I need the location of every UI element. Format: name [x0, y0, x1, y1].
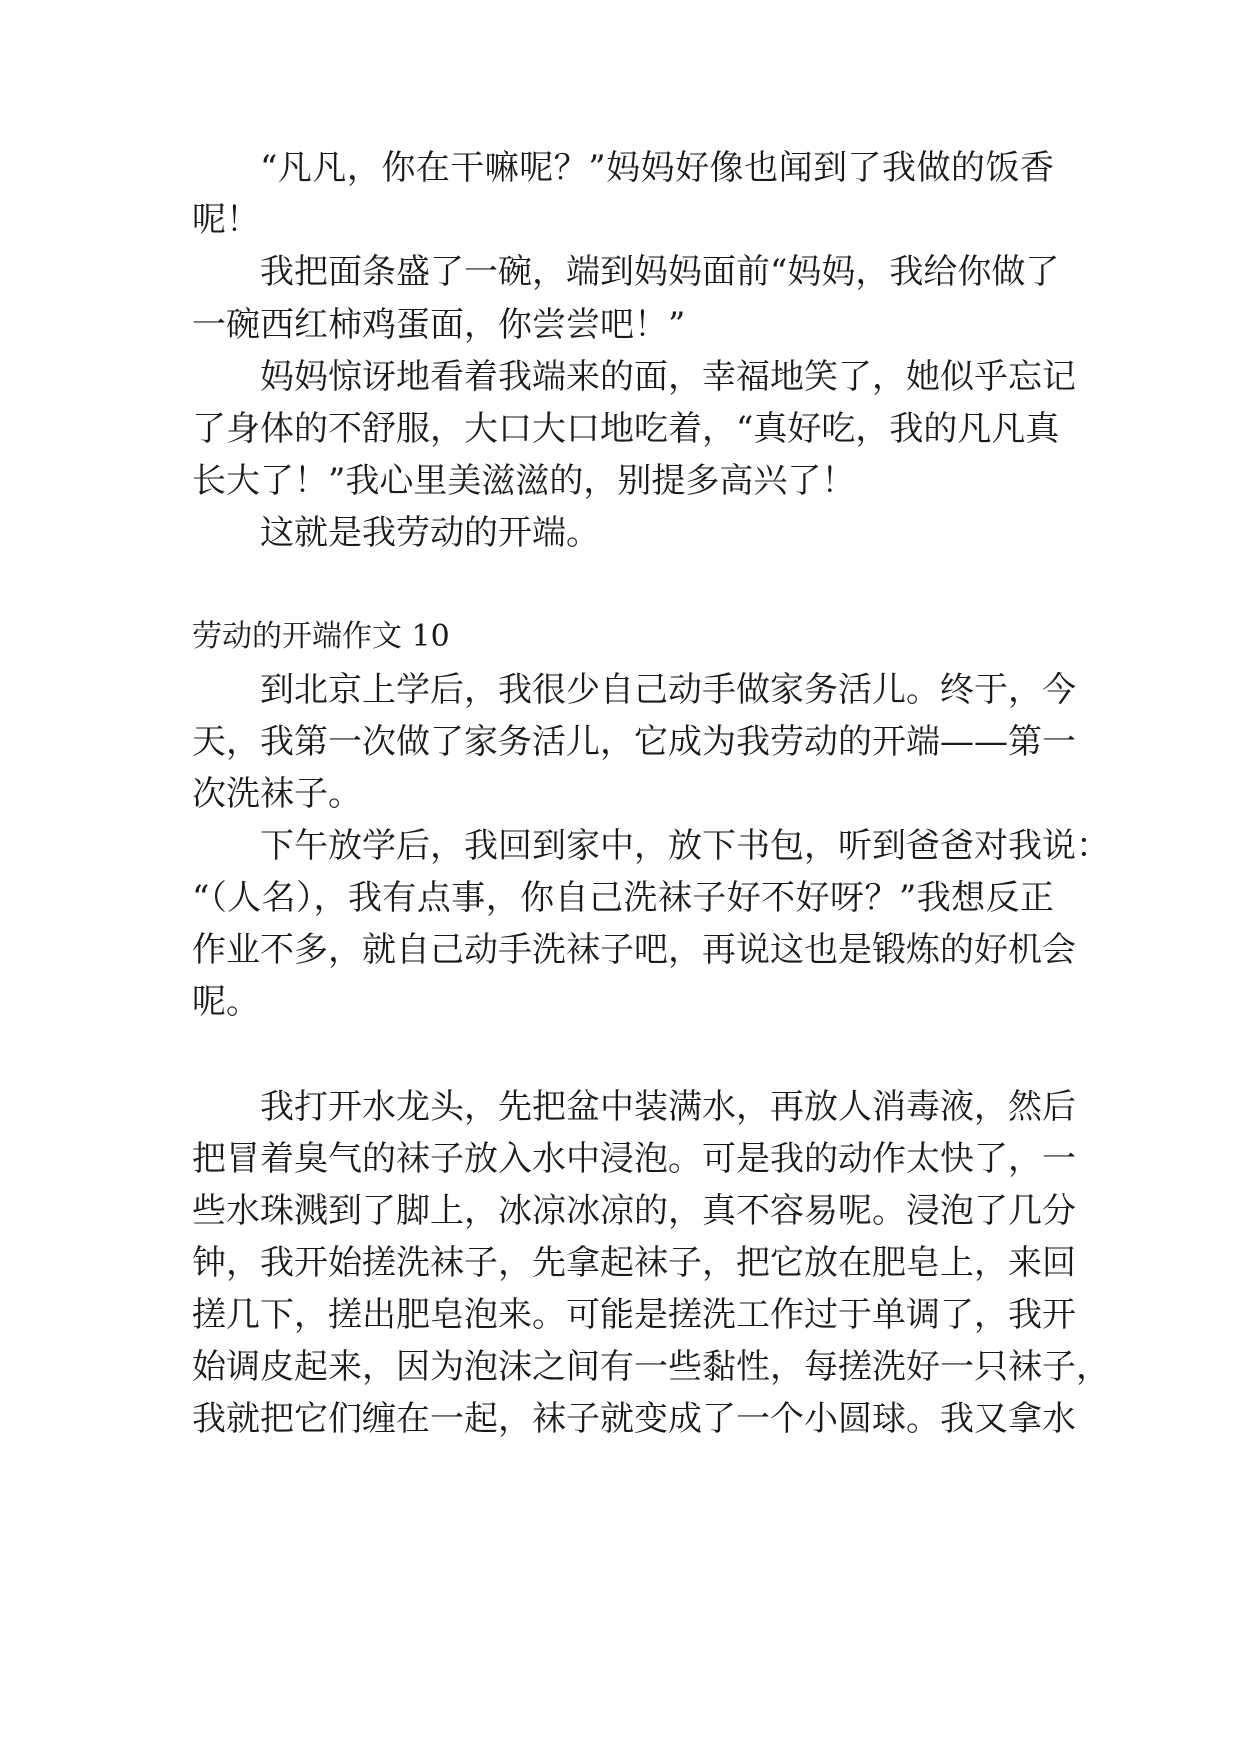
paragraph-line: 了身体的不舒服，大口大口地吃着，“真好吃，我的凡凡真 — [192, 409, 1060, 449]
paragraph-line: 一碗西红柿鸡蛋面，你尝尝吧！” — [192, 305, 686, 345]
paragraph-line: 钟，我开始搓洗袜子，先拿起袜子，把它放在肥皂上，来回 — [192, 1243, 1076, 1283]
paragraph-line: 妈妈惊讶地看着我端来的面，幸福地笑了，她似乎忘记 — [260, 357, 1076, 397]
paragraph-line: 下午放学后，我回到家中，放下书包，听到爸爸对我说： — [260, 826, 1110, 866]
paragraph-line: “凡凡，你在干嘛呢？”妈妈好像也闻到了我做的饭香 — [260, 148, 1054, 188]
paragraph-line: 长大了！”我心里美滋滋的，别提多高兴了！ — [192, 461, 856, 501]
paragraph-line: 这就是我劳动的开端。 — [260, 513, 600, 553]
paragraph-line: 呢！ — [192, 200, 260, 240]
paragraph-line: 呢。 — [192, 982, 260, 1022]
paragraph-line: 我就把它们缠在一起，袜子就变成了一个小圆球。我又拿水 — [192, 1399, 1076, 1439]
paragraph-line: 次洗袜子。 — [192, 774, 362, 814]
paragraph-line: 我打开水龙头，先把盆中装满水，再放人消毒液，然后 — [260, 1087, 1076, 1127]
paragraph-line: 把冒着臭气的袜子放入水中浸泡。可是我的动作太快了，一 — [192, 1139, 1076, 1179]
paragraph-line: 始调皮起来，因为泡沫之间有一些黏性，每搓洗好一只袜子， — [192, 1347, 1110, 1387]
paragraph-line: 我把面条盛了一碗，端到妈妈面前“妈妈，我给你做了 — [260, 252, 1060, 292]
paragraph-line: “（人名），我有点事，你自己洗袜子好不好呀？”我想反正 — [192, 878, 1054, 918]
paragraph-line: 些水珠溅到了脚上，冰凉冰凉的，真不容易呢。浸泡了几分 — [192, 1191, 1076, 1231]
paragraph-line: 搓几下，搓出肥皂泡来。可能是搓洗工作过于单调了，我开 — [192, 1295, 1076, 1335]
paragraph-line: 作业不多，就自己动手洗袜子吧，再说这也是锻炼的好机会 — [192, 930, 1076, 970]
paragraph-line: 到北京上学后，我很少自己动手做家务活儿。终于，今 — [260, 670, 1076, 710]
section-title: 劳动的开端作文 10 — [192, 619, 450, 654]
paragraph-line: 天，我第一次做了家务活儿，它成为我劳动的开端——第一 — [192, 722, 1076, 762]
